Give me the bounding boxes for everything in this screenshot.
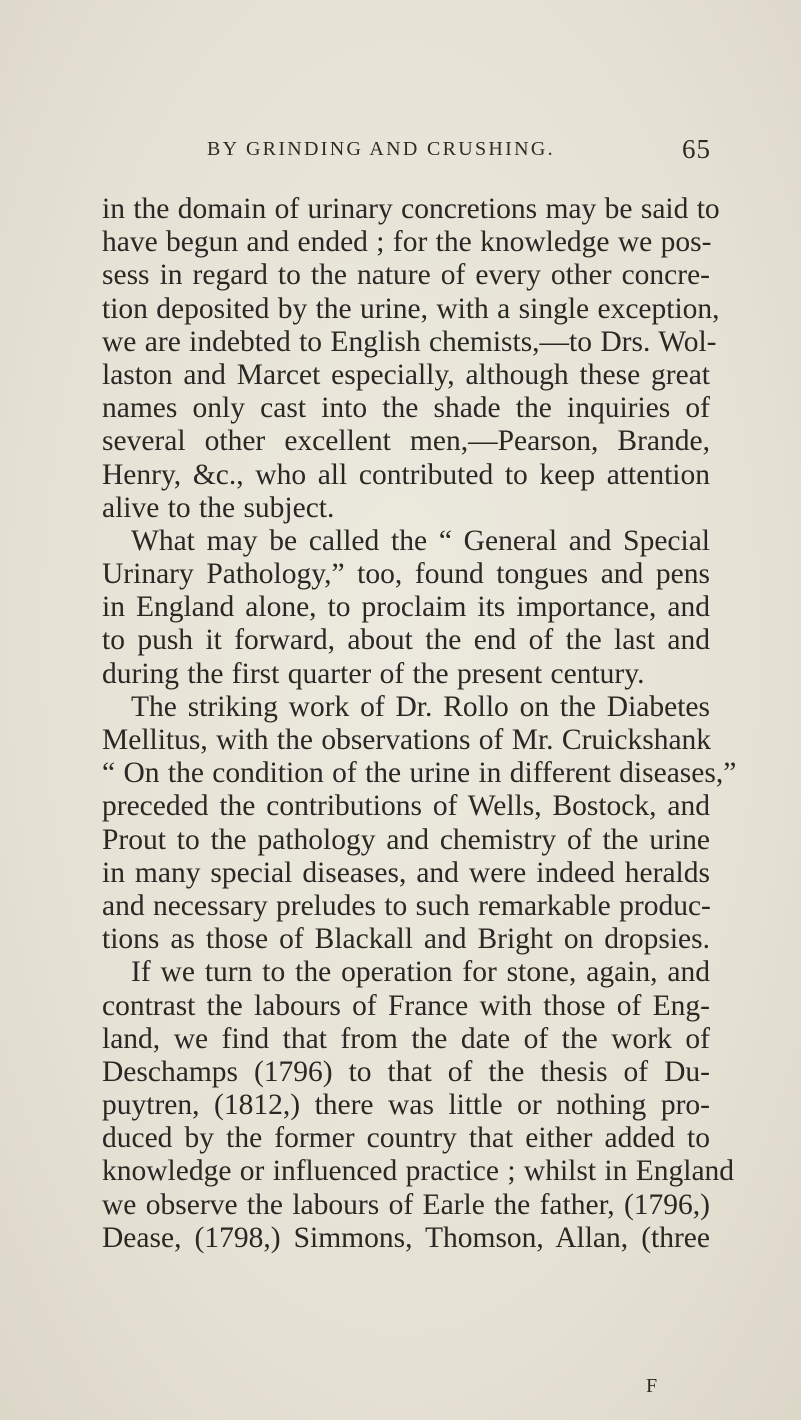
text-line: alive to the subject. <box>102 491 335 524</box>
text-line: have begun and ended ; for the knowledge we pos- <box>102 226 712 259</box>
text-line: duced by the former country that either added to <box>102 1122 710 1155</box>
page-number: 65 <box>682 134 711 164</box>
text-line: land, we find that from the date of the work of <box>102 1022 710 1055</box>
text-line: in England alone, to proclaim its importance, and <box>102 591 710 624</box>
text-line: “ On the condition of the urine in different diseases,” <box>102 757 737 790</box>
text-line: Mellitus, with the observations of Mr. Cruickshank <box>102 724 712 756</box>
text-line: Prout to the pathology and chemistry of the urine <box>102 823 710 856</box>
text-line: If we turn to the operation for stone, again, and <box>131 956 710 989</box>
text-line: during the first quarter of the present century. <box>102 657 645 690</box>
body-text <box>102 193 737 1255</box>
text-line: Henry, &c., who all contributed to keep attention <box>102 458 710 491</box>
text-line: we are indebted to English chemists,—to Drs. Wol- <box>102 325 717 358</box>
text-line: knowledge or influenced practice ; whilst in England <box>102 1155 735 1188</box>
text-line: Deschamps (1796) to that of the thesis of Du- <box>102 1055 710 1088</box>
page-header <box>207 134 711 170</box>
text-line: The striking work of Dr. Rollo on the Diabetes <box>131 690 710 723</box>
text-line: several other excellent men,—Pearson, Brande, <box>102 425 710 458</box>
text-line: laston and Marcet especially, although these great <box>102 358 710 391</box>
text-line: What may be called the “ General and Special <box>131 524 710 557</box>
text-line: contrast the labours of France with those of Eng- <box>102 989 710 1022</box>
text-line: sess in regard to the nature of every other concre- <box>102 259 710 292</box>
text-line: tions as those of Blackall and Bright on dropsies. <box>102 923 710 956</box>
signature-mark: F <box>646 1375 658 1397</box>
text-line: we observe the labours of Earle the father, (1796,) <box>102 1188 710 1221</box>
text-line: and necessary preludes to such remarkable produc- <box>102 889 711 922</box>
running-head: BY GRINDING AND CRUSHING. <box>207 138 555 160</box>
text-line: in many special diseases, and were indeed heralds <box>102 856 710 889</box>
text-line: to push it forward, about the end of the last and <box>102 624 710 657</box>
text-line: names only cast into the shade the inquiries of <box>102 392 710 425</box>
text-line: tion deposited by the urine, with a single exception, <box>102 292 720 325</box>
text-line: Dease, (1798,) Simmons, Thomson, Allan, (three <box>102 1221 710 1254</box>
text-line: in the domain of urinary concretions may be said to <box>102 193 720 225</box>
text-line: puytren, (1812,) there was little or nothing pro- <box>102 1089 710 1122</box>
text-line: preceded the contributions of Wells, Bostock, and <box>102 790 710 823</box>
text-line: Urinary Pathology,” too, found tongues and pens <box>102 558 710 591</box>
